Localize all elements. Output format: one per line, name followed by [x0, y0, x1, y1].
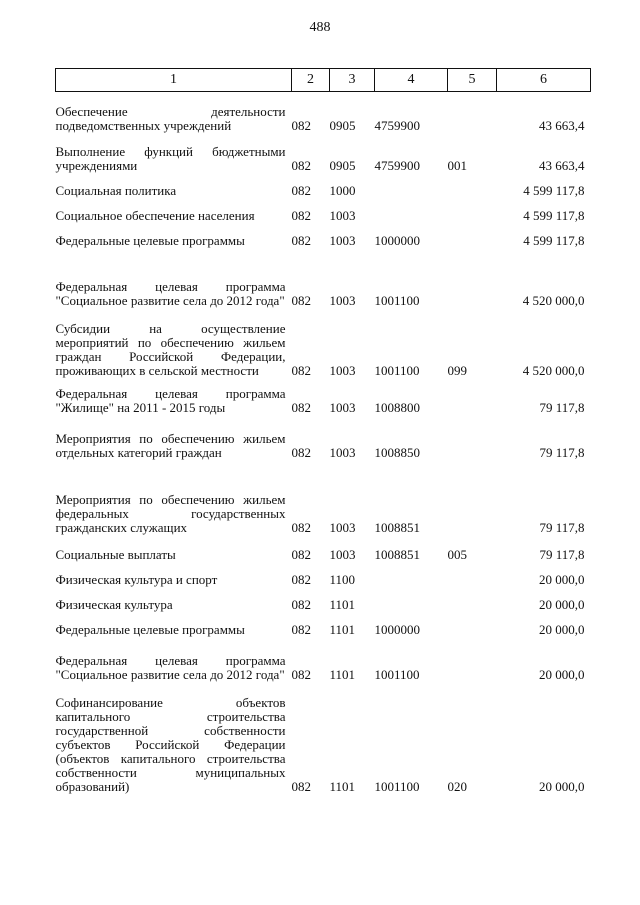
ministry-code: 082 [291, 444, 311, 460]
target-code [375, 198, 448, 223]
table-row [56, 562, 591, 587]
amount: 20 000,0 [539, 778, 585, 794]
row-name: Социальное обеспечение населения [55, 207, 255, 223]
row-name: Федеральная целевая программа "Социальное развитие села до 2012 года" [55, 278, 286, 308]
target-code: 1000000 [374, 232, 420, 248]
header-cell-3: 3 [330, 69, 375, 92]
expense-code [448, 562, 497, 587]
target-code: 4759900 [374, 117, 420, 133]
ministry-code: 082 [291, 571, 311, 587]
table-row [56, 535, 591, 562]
target-code: 1008851 [374, 519, 420, 535]
expense-code [448, 173, 497, 198]
ministry-code: 082 [291, 666, 311, 682]
table-row [56, 173, 591, 198]
row-name: Социальная политика [55, 182, 177, 198]
table-row [56, 637, 591, 682]
row-name: Субсидии на осуществление мероприятий по обеспечению жильем граждан Российской Федерации, проживающих в сельской местности [55, 320, 286, 378]
section-code: 1003 [329, 232, 356, 248]
table-row [56, 92, 591, 133]
amount: 79 117,8 [539, 444, 585, 460]
budget-table [55, 68, 591, 794]
section-code: 1003 [329, 399, 356, 415]
target-code [375, 562, 448, 587]
amount: 20 000,0 [539, 621, 585, 637]
expense-code [448, 198, 497, 223]
target-code: 1001100 [374, 362, 420, 378]
target-code [375, 173, 448, 198]
section-code: 1003 [329, 444, 356, 460]
row-name: Федеральные целевые программы [55, 621, 245, 637]
table-row [56, 612, 591, 637]
ministry-code: 082 [291, 182, 311, 198]
row-name: Выполнение функций бюджетными учреждениями [55, 143, 286, 173]
header-cell-4: 4 [375, 69, 448, 92]
section-code: 1101 [329, 596, 356, 612]
amount: 4 599 117,8 [523, 182, 585, 198]
section-code: 0905 [329, 157, 356, 173]
section-code: 1101 [329, 621, 356, 637]
header-cell-6: 6 [497, 69, 591, 92]
amount: 43 663,4 [539, 117, 585, 133]
table-row [56, 378, 591, 415]
section-code: 1000 [329, 182, 356, 198]
header-cell-5: 5 [448, 69, 497, 92]
expense-code [448, 415, 497, 460]
section-code: 1101 [329, 778, 356, 794]
page-number: 488 [309, 20, 331, 35]
target-code: 1008850 [374, 444, 420, 460]
header-cell-2: 2 [292, 69, 330, 92]
row-name: Мероприятия по обеспечению жильем отдельных категорий граждан [55, 430, 286, 460]
table-row [56, 133, 591, 173]
target-code: 1001100 [374, 666, 420, 682]
table-row [56, 587, 591, 612]
expense-code [448, 460, 497, 535]
expense-code [448, 378, 497, 415]
target-code: 1008851 [374, 546, 420, 562]
target-code: 1008800 [374, 399, 420, 415]
section-code: 1003 [329, 207, 356, 223]
row-name: Мероприятия по обеспечению жильем федеральных государственных гражданских служащих [55, 491, 286, 535]
expense-code: 005 [447, 546, 467, 562]
row-name: Федеральная целевая программа "Социальное развитие села до 2012 года" [55, 652, 286, 682]
row-name: Социальные выплаты [55, 546, 176, 562]
target-code: 1000000 [374, 621, 420, 637]
table-row [56, 223, 591, 248]
ministry-code: 082 [291, 292, 311, 308]
amount: 20 000,0 [539, 596, 585, 612]
ministry-code: 082 [291, 596, 311, 612]
amount: 4 599 117,8 [523, 232, 585, 248]
table-body [56, 92, 591, 794]
row-name: Федеральная целевая программа "Жилище" на 2011 - 2015 годы [55, 385, 286, 415]
table-header [56, 69, 591, 92]
table-row [56, 682, 591, 794]
section-code: 1003 [329, 546, 356, 562]
expense-code [448, 587, 497, 612]
expense-code [448, 637, 497, 682]
section-code: 1003 [329, 292, 356, 308]
section-code: 0905 [329, 117, 356, 133]
target-code [375, 587, 448, 612]
target-code: 1001100 [374, 778, 420, 794]
ministry-code: 082 [291, 399, 311, 415]
amount: 43 663,4 [539, 157, 585, 173]
amount: 20 000,0 [539, 571, 585, 587]
table-row [56, 415, 591, 460]
table-row [56, 198, 591, 223]
table-row [56, 248, 591, 308]
ministry-code: 082 [291, 207, 311, 223]
expense-code [448, 612, 497, 637]
section-code: 1003 [329, 519, 356, 535]
row-name: Софинансирование объектов капитального строительства государственной собственности субъектов Российской Федерации (объектов капитального строительства собственности муниципальных образований) [55, 694, 286, 794]
section-code: 1101 [329, 666, 356, 682]
ministry-code: 082 [291, 546, 311, 562]
row-name: Обеспечение деятельности подведомственных учреждений [55, 103, 286, 133]
expense-code: 020 [447, 778, 467, 794]
row-name: Федеральные целевые программы [55, 232, 245, 248]
target-code: 4759900 [374, 157, 420, 173]
ministry-code: 082 [291, 157, 311, 173]
expense-code: 001 [447, 157, 467, 173]
header-cell-1: 1 [56, 69, 292, 92]
ministry-code: 082 [291, 117, 311, 133]
section-code: 1003 [329, 362, 356, 378]
row-name: Физическая культура и спорт [55, 571, 218, 587]
table-row [56, 460, 591, 535]
amount: 4 520 000,0 [522, 292, 585, 308]
amount: 79 117,8 [539, 399, 585, 415]
target-code: 1001100 [374, 292, 420, 308]
expense-code: 099 [447, 362, 467, 378]
ministry-code: 082 [291, 621, 311, 637]
table-row [56, 308, 591, 378]
ministry-code: 082 [291, 519, 311, 535]
expense-code [448, 92, 497, 133]
amount: 79 117,8 [539, 519, 585, 535]
expense-code [448, 248, 497, 308]
ministry-code: 082 [291, 232, 311, 248]
ministry-code: 082 [291, 778, 311, 794]
expense-code [448, 223, 497, 248]
section-code: 1100 [329, 571, 356, 587]
row-name: Физическая культура [55, 596, 173, 612]
ministry-code: 082 [291, 362, 311, 378]
amount: 79 117,8 [539, 546, 585, 562]
amount: 20 000,0 [539, 666, 585, 682]
amount: 4 520 000,0 [522, 362, 585, 378]
amount: 4 599 117,8 [523, 207, 585, 223]
